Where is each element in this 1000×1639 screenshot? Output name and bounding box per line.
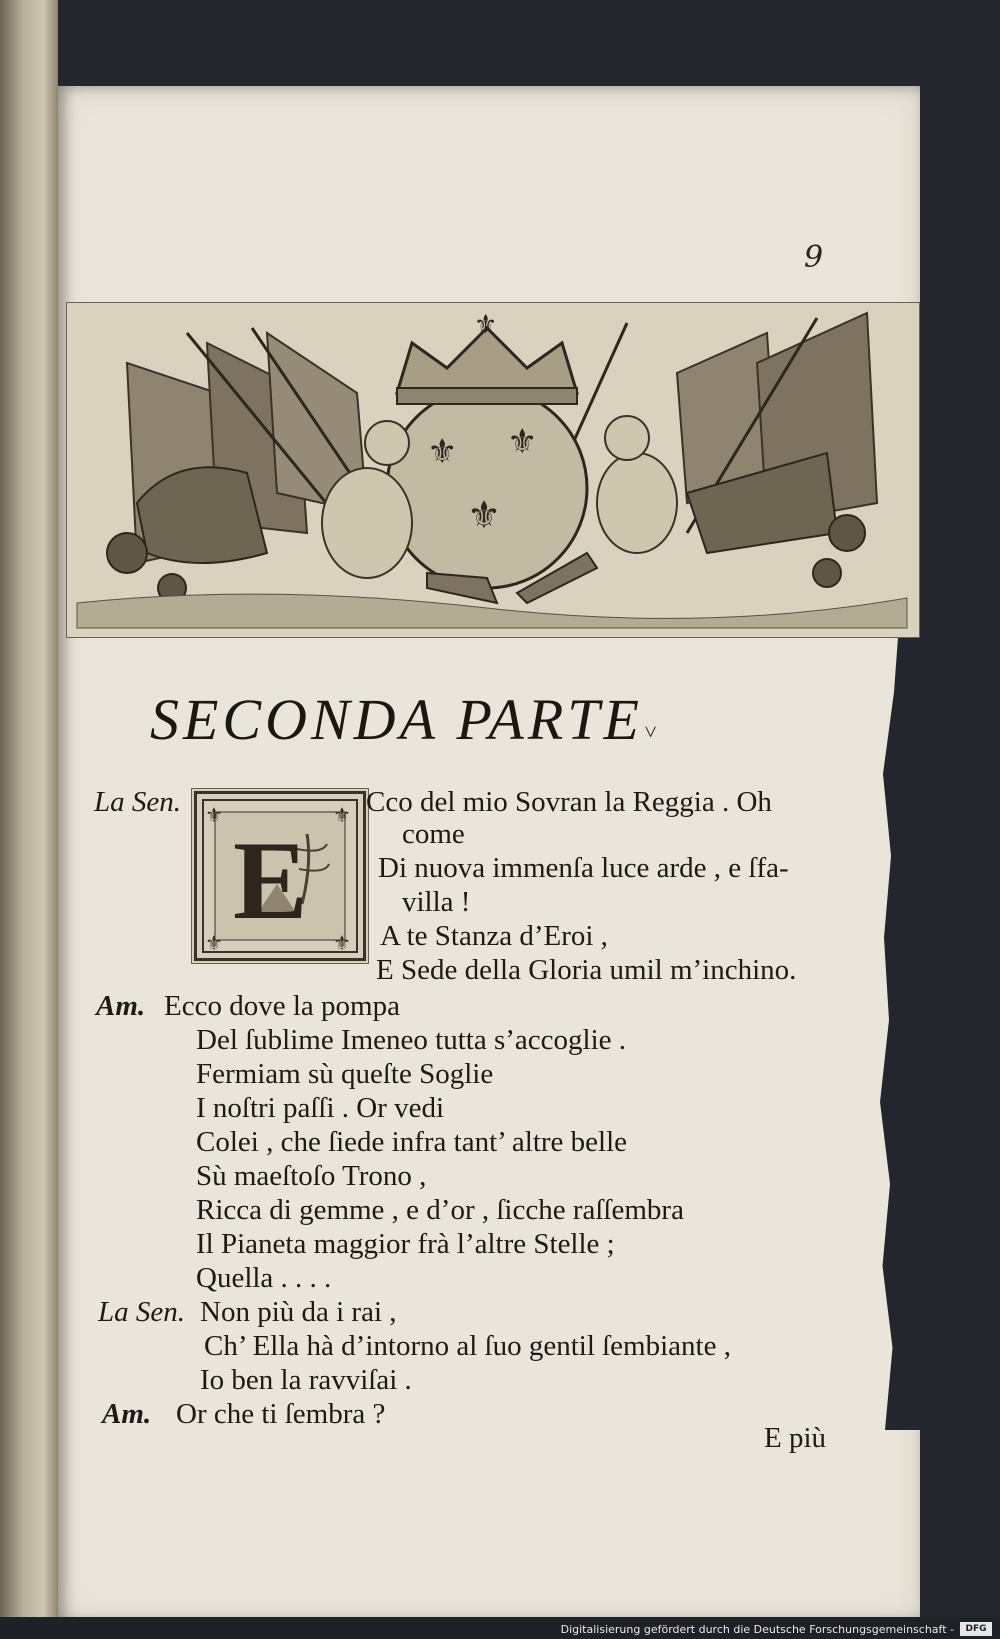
speaker-label: Am.: [102, 1398, 152, 1430]
verse-line: Sù maeſtoſo Trono ,: [196, 1160, 427, 1192]
verse-line: Ricca di gemme , e d’or , ſicche raſſembra: [196, 1194, 684, 1226]
verse-line: Colei , che ſiede infra tant’ altre belle: [196, 1126, 628, 1158]
verse-line: Non più da i rai ,: [200, 1296, 397, 1328]
decorative-engraving-headpiece: [66, 302, 920, 638]
svg-text:⚜: ⚜: [507, 422, 538, 462]
speaker-label: La Sen.: [94, 786, 181, 818]
svg-text:⚜: ⚜: [467, 493, 502, 537]
footer-bar: [0, 1617, 1000, 1639]
catchword: E più: [764, 1422, 827, 1454]
title-text: SECONDA PARTE: [150, 687, 643, 752]
svg-text:⚜: ⚜: [205, 931, 223, 955]
svg-text:⚜: ⚜: [205, 803, 223, 827]
verse-line: Ch’ Ella hà d’intorno al ſuo gentil ſembiante ,: [204, 1330, 731, 1362]
verse-line: Fermiam sù queſte Soglie: [196, 1058, 494, 1090]
verse-line: Di nuova immenſa luce arde , e ſfa-: [378, 852, 789, 884]
verse-line: Quella . . . .: [196, 1262, 332, 1294]
verse-line: come: [402, 818, 465, 850]
previous-page-edge: [0, 0, 58, 1639]
ornamental-initial: [194, 791, 366, 961]
svg-text:⚜: ⚜: [333, 803, 351, 827]
verse-line: I noſtri paſſi . Or vedi: [196, 1092, 445, 1124]
initial-letter: E: [233, 819, 308, 943]
verse-line: Io ben la ravviſai .: [200, 1364, 412, 1396]
verse-line: Ecco dove la pompa: [164, 990, 400, 1022]
verse-line: Il Pianeta maggior frà l’altre Stelle ;: [196, 1228, 615, 1260]
dfg-logo: DFG: [960, 1622, 992, 1636]
speaker-label: Am.: [96, 990, 146, 1022]
footer-credit: Digitalisierung gefördert durch die Deutsche Forschungsgemeinschaft -: [560, 1623, 954, 1636]
verse-line: Del ſublime Imeneo tutta s’accoglie .: [196, 1024, 627, 1056]
svg-text:⚜: ⚜: [474, 310, 498, 340]
verse-line: Cco del mio Sovran la Reggia . Oh: [366, 786, 772, 818]
svg-text:⚜: ⚜: [333, 931, 351, 955]
verse-line: E Sede della Gloria umil m’inchino.: [376, 954, 797, 986]
title-mark: ˅: [642, 719, 662, 744]
verse-line: Or che ti ſembra ?: [176, 1398, 386, 1430]
svg-text:⚜: ⚜: [427, 432, 458, 472]
page-number: 9: [804, 240, 824, 275]
verse-line: villa !: [402, 886, 471, 918]
speaker-label: La Sen.: [98, 1296, 185, 1328]
section-title: [150, 686, 750, 753]
verse-line: A te Stanza d’Eroi ,: [380, 920, 608, 952]
